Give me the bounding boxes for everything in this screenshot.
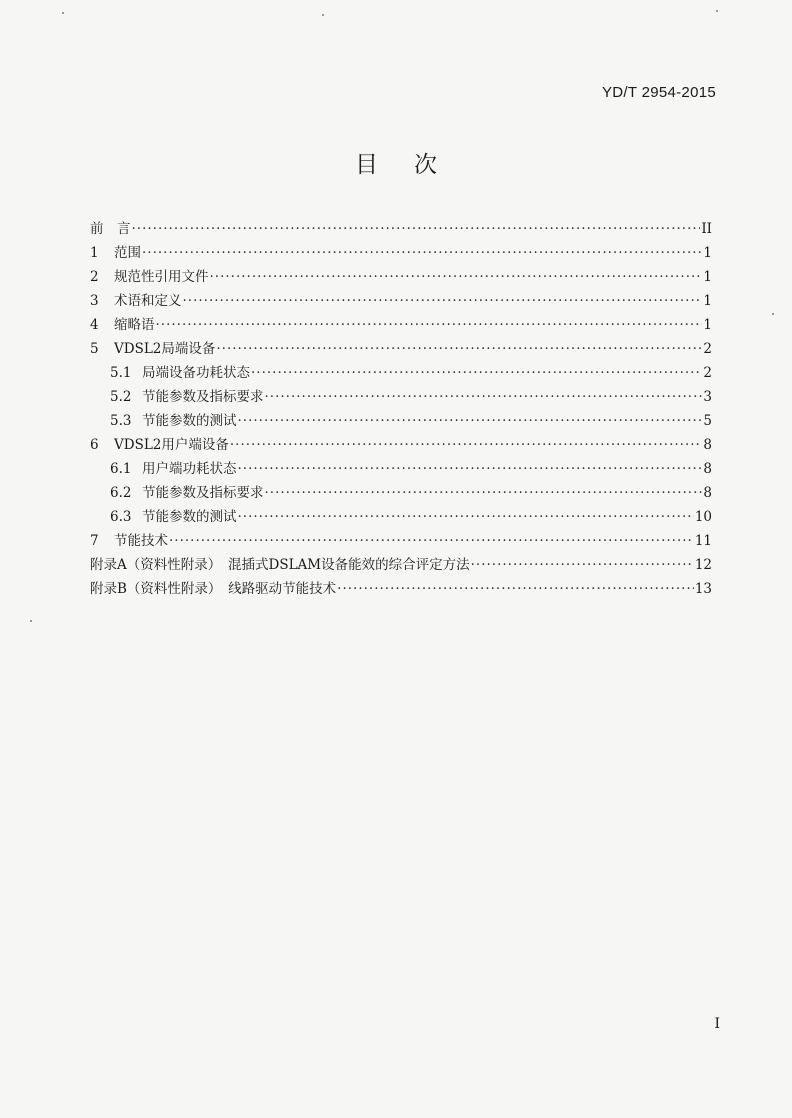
dot-leader <box>238 509 694 525</box>
toc-entry-number: 6.2 <box>110 485 132 501</box>
toc-entry-label: VDSL2局端设备 <box>114 341 216 357</box>
toc-entry[interactable] <box>90 385 712 409</box>
dot-leader <box>337 581 694 597</box>
dot-leader <box>210 269 703 285</box>
toc-entry[interactable] <box>90 481 712 505</box>
dot-leader <box>216 341 702 357</box>
toc-entry[interactable] <box>90 337 712 361</box>
toc-entry-page: 8 <box>703 485 712 501</box>
dot-leader <box>251 365 702 381</box>
dot-leader <box>169 533 694 549</box>
toc-entry-label: 前 言 <box>90 221 131 237</box>
toc-entry-page: 10 <box>694 509 712 525</box>
toc-entry-page: 1 <box>703 245 712 261</box>
toc-entry[interactable] <box>90 505 712 529</box>
toc-entry-label: 节能参数及指标要求 <box>142 389 264 405</box>
toc-entry[interactable] <box>90 457 712 481</box>
toc-entry-label: 附录B（资料性附录） 线路驱动节能技术 <box>90 581 337 597</box>
scan-speck <box>322 14 324 16</box>
scan-speck <box>62 12 64 14</box>
toc-entry[interactable] <box>90 529 712 553</box>
toc-title <box>0 146 792 179</box>
dot-leader <box>132 221 701 237</box>
toc-entry[interactable] <box>90 409 712 433</box>
toc-entry-page: 1 <box>703 293 712 309</box>
toc-entry-label: 节能参数的测试 <box>142 509 237 525</box>
toc-entry-label: 范围 <box>114 245 141 261</box>
toc-entry-label: 术语和定义 <box>114 293 182 309</box>
toc-entry-label: 节能参数及指标要求 <box>142 485 264 501</box>
toc-entry[interactable] <box>90 577 712 601</box>
toc-entry-label: 规范性引用文件 <box>114 269 209 285</box>
dot-leader <box>265 485 703 501</box>
toc-entry-number: 6.1 <box>110 461 132 477</box>
toc-entry-page: 1 <box>703 269 712 285</box>
toc-entry-number: 5.2 <box>110 389 132 405</box>
toc-entry-page: 8 <box>703 461 712 477</box>
dot-leader <box>230 437 703 453</box>
toc-entry-label: 缩略语 <box>114 317 155 333</box>
toc-entry-label: 局端设备功耗状态 <box>142 365 250 381</box>
toc-title-part1: 目 <box>355 152 378 178</box>
toc-entry-number: 5.3 <box>110 413 132 429</box>
standard-number: YD/T 2954-2015 <box>602 84 716 101</box>
dot-leader <box>238 461 703 477</box>
toc-entry-number: 7 <box>90 533 99 549</box>
toc-entry-page: II <box>701 221 712 237</box>
table-of-contents <box>90 217 712 601</box>
dot-leader <box>471 557 694 573</box>
toc-entry-page: 1 <box>703 317 712 333</box>
toc-entry-label: 节能参数的测试 <box>142 413 237 429</box>
toc-entry-number: 3 <box>90 293 99 309</box>
toc-entry-page: 11 <box>694 533 712 549</box>
scan-speck <box>716 10 718 12</box>
toc-entry[interactable] <box>90 553 712 577</box>
page-number: I <box>714 1016 720 1032</box>
toc-entry[interactable] <box>90 265 712 289</box>
toc-entry-page: 12 <box>694 557 712 573</box>
toc-entry-page: 3 <box>703 389 712 405</box>
toc-entry-number: 6.3 <box>110 509 132 525</box>
toc-entry-number: 1 <box>90 245 99 261</box>
toc-entry[interactable] <box>90 217 712 241</box>
dot-leader <box>183 293 703 309</box>
dot-leader <box>156 317 703 333</box>
toc-entry[interactable] <box>90 241 712 265</box>
toc-entry-label: 用户端功耗状态 <box>142 461 237 477</box>
toc-entry-page: 5 <box>703 413 712 429</box>
toc-entry-number: 5 <box>90 341 99 357</box>
toc-entry-number: 6 <box>90 437 99 453</box>
dot-leader <box>265 389 703 405</box>
dot-leader <box>238 413 703 429</box>
toc-entry-number: 4 <box>90 317 99 333</box>
toc-entry[interactable] <box>90 361 712 385</box>
toc-entry-label: 附录A（资料性附录） 混插式DSLAM设备能效的综合评定方法 <box>90 557 470 573</box>
toc-entry[interactable] <box>90 313 712 337</box>
toc-entry-page: 13 <box>694 581 712 597</box>
scan-speck <box>772 313 774 315</box>
toc-entry-label: VDSL2用户端设备 <box>114 437 229 453</box>
toc-entry-page: 2 <box>703 341 712 357</box>
toc-entry-page: 8 <box>703 437 712 453</box>
toc-entry[interactable] <box>90 289 712 313</box>
toc-entry-page: 2 <box>703 365 712 381</box>
toc-entry[interactable] <box>90 433 712 457</box>
toc-entry-label: 节能技术 <box>114 533 168 549</box>
dot-leader <box>142 245 702 261</box>
toc-entry-number: 5.1 <box>110 365 132 381</box>
toc-entry-number: 2 <box>90 269 99 285</box>
toc-title-part2: 次 <box>414 152 437 178</box>
scan-speck <box>30 620 32 622</box>
